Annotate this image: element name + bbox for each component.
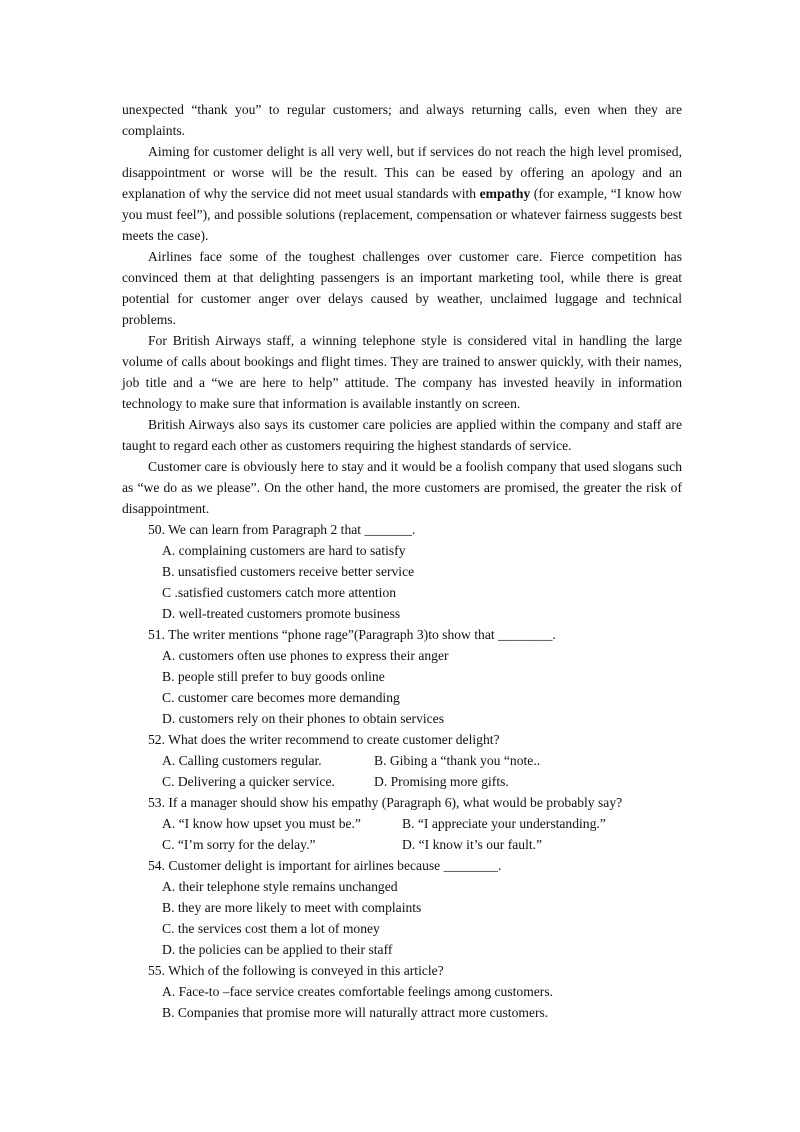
question-50 [122,519,682,624]
option-b: B. Gibing a “thank you “note.. [374,753,541,768]
empathy-keyword: empathy [479,186,531,201]
options-row-2 [122,771,682,792]
option-b: B. Companies that promise more will naturally attract more customers. [162,1005,549,1020]
option-d: D. customers rely on their phones to obtain services [162,711,445,726]
option-b: B. people still prefer to buy goods online [162,669,385,684]
question-54 [122,855,682,960]
option-a: A. Calling customers regular. [162,753,322,768]
option-a: A. Face-to –face service creates comfortable feelings among customers. [162,984,554,999]
paragraph-6-text-start: Aiming for customer delight is all very well, but if services do not reach the high level promised, disappointment or worse will be the result. This can be eased by offering an apology and an explanation of why the service did not meet usual standards with [122,144,682,201]
question-53 [122,792,682,855]
question-51 [122,624,682,729]
option-d: D. “I know it’s our fault.” [402,837,543,852]
option-c: C. the services cost them a lot of money [162,921,380,936]
option-d: D. the policies can be applied to their staff [162,942,393,957]
option-d: D. Promising more gifts. [374,774,509,789]
document-page [122,99,682,1023]
question-stem: 54. Customer delight is important for airlines because ________. [148,858,502,873]
question-stem: 53. If a manager should show his empathy (Paragraph 6), what would be probably say? [148,795,623,810]
question-stem: 52. What does the writer recommend to create customer delight? [148,732,500,747]
option-c: C .satisfied customers catch more attention [162,585,397,600]
question-stem: 51. The writer mentions “phone rage”(Paragraph 3)to show that ________. [148,627,556,642]
question-stem: 50. We can learn from Paragraph 2 that _______. [148,522,416,537]
option-c: C. “I’m sorry for the delay.” [162,837,316,852]
passage-paragraph-7: Airlines face some of the toughest challenges over customer care. Fierce competition has convinced them at that delighting passengers is an important marketing tool, while there is great potential for customer anger over delays caused by weather, unclaimed luggage and technical problems. [122,249,682,327]
options-row-1 [122,750,682,771]
option-a: A. complaining customers are hard to satisfy [162,543,406,558]
question-stem: 55. Which of the following is conveyed in this article? [148,963,444,978]
option-a: A. customers often use phones to express their anger [162,648,449,663]
option-b: B. they are more likely to meet with complaints [162,900,422,915]
option-d: D. well-treated customers promote business [162,606,401,621]
passage-paragraph-10: Customer care is obviously here to stay and it would be a foolish company that used slogans such as “we do as we please”. On the other hand, the more customers are promised, the greater the risk of disappointment. [122,459,682,516]
passage-paragraph-9: British Airways also says its customer care policies are applied within the company and staff are taught to regard each other as customers requiring the highest standards of service. [122,417,682,453]
option-a: A. their telephone style remains unchanged [162,879,398,894]
passage-paragraph-6 [122,141,682,246]
paragraph-6-text-end: (for example, “I know how you must feel”), and possible solutions (replacement, compensation or whatever fairness suggests best meets the case). [122,186,682,243]
options-row-2 [122,834,682,855]
passage-paragraph-8: For British Airways staff, a winning telephone style is considered vital in handling the large volume of calls about bookings and flight times. They are trained to answer quickly, with their names, job title and a “we are here to help” attitude. The company has invested heavily in information technology to make sure that information is available instantly on screen. [122,333,682,411]
question-55 [122,960,682,1023]
passage-paragraph-continued: unexpected “thank you” to regular customers; and always returning calls, even when they are complaints. [122,102,682,138]
option-b: B. unsatisfied customers receive better service [162,564,415,579]
option-b: B. “I appreciate your understanding.” [402,816,606,831]
option-a: A. “I know how upset you must be.” [162,816,361,831]
options-row-1 [122,813,682,834]
option-c: C. Delivering a quicker service. [162,774,335,789]
question-52 [122,729,682,792]
option-c: C. customer care becomes more demanding [162,690,400,705]
